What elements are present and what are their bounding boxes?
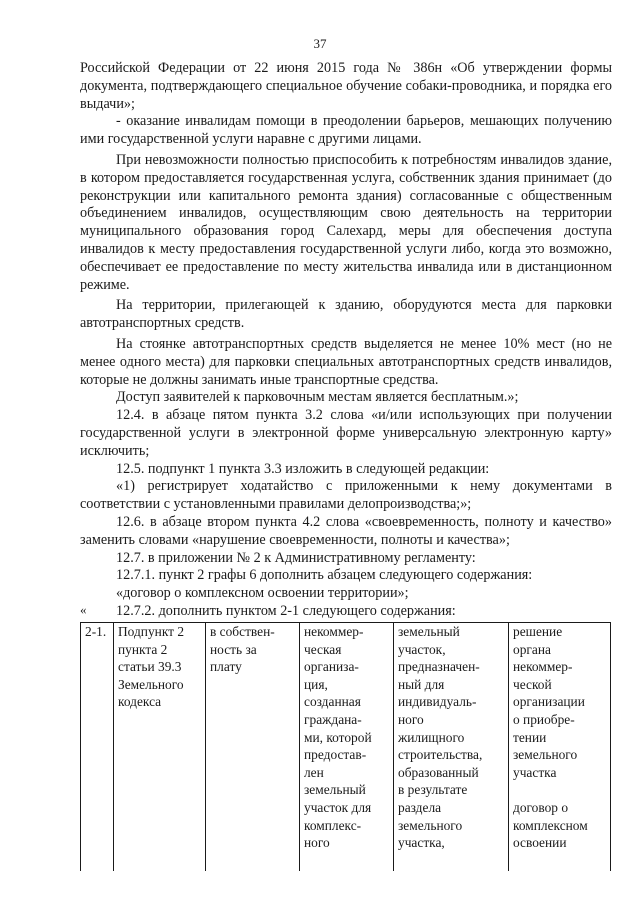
- paragraph: «1) регистрирует ходатайство с приложенными к нему документами в соответствии с установленными правилами делопроизводства;»;: [80, 478, 612, 513]
- cell-text-line: созданная: [304, 694, 361, 710]
- paragraph: 12.7.1. пункт 2 графы 6 дополнить абзацем следующего содержания:: [116, 567, 533, 584]
- cell-text-line: в результате: [398, 782, 468, 798]
- paragraph: На стоянке автотранспортных средств выделяется не менее 10% мест (но не менее одного места) для парковки специальных автотранспортных средств инвалидов, которые не должны занимать иные транспортные средства.: [80, 335, 612, 388]
- cell-text-line: участок,: [398, 641, 446, 657]
- cell-text-line: ный для: [398, 676, 445, 692]
- cell-text-line: комплекс-: [304, 817, 362, 833]
- cell-text-line: образованный: [398, 764, 479, 780]
- cell-ownership: [206, 623, 300, 872]
- cell-text-line: предназначен-: [398, 659, 480, 675]
- cell-text-line: решение: [513, 624, 563, 639]
- cell-text-line: ческой: [513, 676, 552, 692]
- cell-lines: [210, 623, 295, 676]
- cell-text-line: в собствен-: [210, 624, 275, 639]
- cell-text-line: ческая: [304, 641, 342, 657]
- cell-lines: [85, 623, 109, 641]
- cell-text-line: статьи 39.3: [118, 659, 182, 675]
- paragraph: При невозможности полностью приспособить к потребностям инвалидов здание, в котором предоставляется государственная услуга, собственник здания принимает (до реконструкции или капитального ремонта здания) согласованные с общественным объединением инвалидов, осуществляющим свою деятельность на территории муниципального образования город Салехард, меры для обеспечения доступа инвалидов к месту предоставления государственной услуги либо, когда это возможно, обеспечивает ее предоставление по месту жительства инвалида или в дистанционном режиме.: [80, 151, 612, 293]
- cell-text-line: ного: [304, 835, 330, 851]
- paragraph: Доступ заявителей к парковочным местам является бесплатным.»;: [116, 389, 519, 406]
- cell-text-line: участок для: [304, 799, 372, 815]
- cell-lines: [304, 623, 389, 852]
- paragraph: На территории, прилегающей к зданию, оборудуются места для парковки автотранспортных средств.: [80, 297, 612, 332]
- paragraph-bullet: - оказание инвалидам помощи в преодолении барьеров, мешающих получению ими государственной услуги наравне с другими лицами.: [80, 113, 612, 148]
- cell-text-line: участка: [513, 764, 557, 780]
- cell-text-line: некоммер-: [513, 659, 573, 675]
- cell-text-line: комплексном: [513, 817, 588, 833]
- paragraph-continuation: Российской Федерации от 22 июня 2015 года № 386н «Об утверждении формы документа, подтверждающего специальное обучение собаки-проводника, и порядка его выдачи»;: [80, 60, 612, 112]
- cell-number: [81, 623, 114, 872]
- document-body: [80, 60, 612, 621]
- cell-text-line: о приобре-: [513, 711, 575, 727]
- cell-text-line: Подпункт 2: [118, 624, 185, 639]
- cell-text-line: ного: [398, 711, 424, 727]
- cell-documents: [509, 623, 611, 872]
- cell-text-line: 2-1.: [85, 624, 107, 639]
- quote-open-mark: «: [80, 602, 87, 617]
- cell-text-line: освоении: [513, 835, 567, 851]
- cell-text-line: плату: [210, 659, 242, 675]
- cell-text-line: ность за: [210, 641, 257, 657]
- cell-text-line: жилищного: [398, 729, 465, 745]
- cell-text-line: ми, которой: [304, 729, 372, 745]
- cell-text-line: участка,: [398, 835, 445, 851]
- cell-text-line: граждана-: [304, 711, 362, 727]
- paragraph: 12.7.2. дополнить пунктом 2-1 следующего содержания:: [116, 602, 456, 619]
- paragraph: 12.6. в абзаце втором пункта 4.2 слова «своевременность, полноту и качество» заменить словами «нарушение своевременности, полноты и качества»;: [80, 513, 612, 548]
- cell-text-line: тении: [513, 729, 547, 745]
- cell-lines: [513, 799, 606, 852]
- cell-text-line: пункта 2: [118, 641, 168, 657]
- cell-text-line: строительства,: [398, 747, 483, 763]
- regulation-table: [80, 622, 611, 871]
- cell-lines: [398, 623, 504, 852]
- cell-text-line: раздела: [398, 799, 442, 815]
- paragraph: 12.5. подпункт 1 пункта 3.3 изложить в следующей редакции:: [116, 460, 490, 477]
- cell-text-line: предостав-: [304, 747, 367, 763]
- cell-text-line: организации: [513, 694, 585, 710]
- cell-text-line: земельного: [513, 747, 578, 763]
- paragraph: 12.7. в приложении № 2 к Административному регламенту:: [116, 549, 476, 566]
- cell-text-line: договор о: [513, 799, 569, 815]
- cell-lines: [118, 623, 201, 711]
- cell-text-line: лен: [304, 764, 324, 780]
- paragraph: «договор о комплексном освоении территории»;: [116, 585, 409, 602]
- cell-land-plot: [394, 623, 509, 872]
- cell-text-line: кодекса: [118, 694, 162, 710]
- cell-text-line: земельный: [304, 782, 366, 798]
- cell-text-line: ция,: [304, 676, 328, 692]
- cell-lines: [513, 623, 606, 781]
- paragraph: 12.4. в абзаце пятом пункта 3.2 слова «и/или использующих при получении государственной услуги в электронной форме универсальную электронную карту» исключить;: [80, 407, 612, 459]
- cell-text-line: некоммер-: [304, 624, 364, 639]
- cell-text-line: земельный: [398, 624, 460, 639]
- cell-text-line: земельного: [398, 817, 463, 833]
- cell-text-line: Земельного: [118, 676, 184, 692]
- cell-text-line: органа: [513, 641, 551, 657]
- cell-applicant: [300, 623, 394, 872]
- cell-text-line: организа-: [304, 659, 359, 675]
- page-number: 37: [313, 36, 327, 51]
- cell-text-line: индивидуаль-: [398, 694, 477, 710]
- cell-legal-basis: [114, 623, 206, 872]
- table-row: [81, 623, 611, 872]
